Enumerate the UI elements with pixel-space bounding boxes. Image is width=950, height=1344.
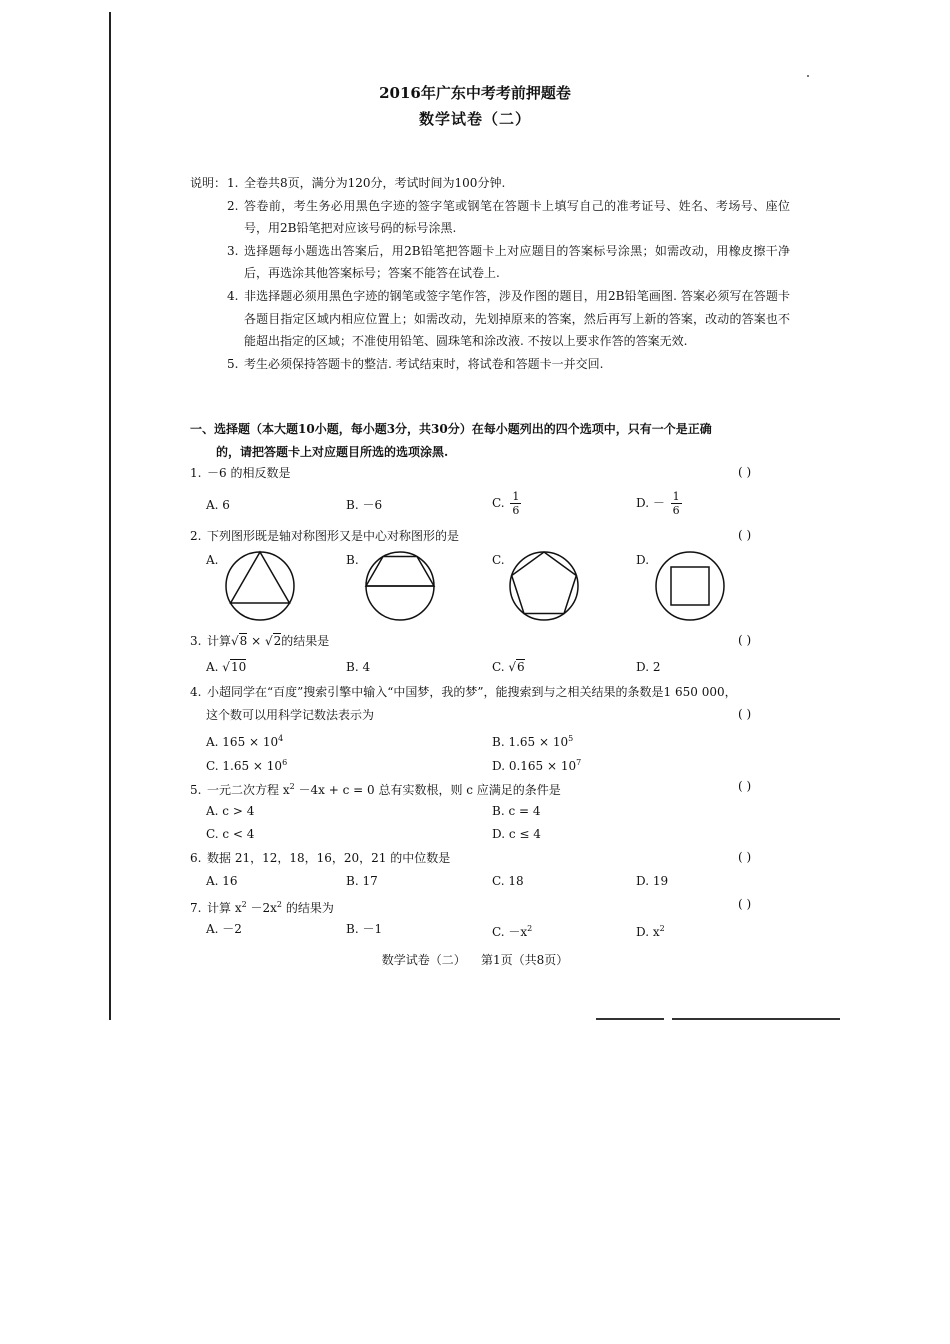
option-c: C. bbox=[492, 553, 505, 567]
question-6 bbox=[190, 849, 790, 867]
answer-paren: ( ) bbox=[738, 528, 752, 542]
answer-paren: ( ) bbox=[738, 897, 752, 911]
option-d bbox=[492, 754, 581, 775]
sqrt-symbol: √ bbox=[508, 660, 517, 674]
option-a: A. 6 bbox=[206, 498, 230, 512]
option-a: A. c > 4 bbox=[206, 804, 255, 818]
answer-paren: ( ) bbox=[738, 850, 752, 864]
option-c bbox=[206, 754, 287, 775]
exponent: 7 bbox=[576, 758, 582, 767]
exponent: 6 bbox=[282, 758, 288, 767]
answer-paren: ( ) bbox=[738, 779, 752, 793]
question-4-line2: 这个数可以用科学记数法表示为 bbox=[206, 708, 375, 722]
exponent: 4 bbox=[278, 734, 284, 743]
question-number: 1. bbox=[190, 466, 202, 480]
page-footer: 数学试卷（二） 第1页（共8页） bbox=[381, 953, 569, 967]
question-5 bbox=[190, 778, 790, 799]
question-4 bbox=[190, 683, 790, 701]
question-number: 3. bbox=[190, 634, 202, 648]
option-b: B. bbox=[346, 553, 359, 567]
option-label: A. bbox=[206, 660, 223, 674]
question-number: 2. bbox=[190, 529, 202, 543]
option-d: D. 2 bbox=[636, 660, 661, 674]
option-a bbox=[206, 730, 283, 751]
instruction-text: 选择题每小题选出答案后，用2B铅笔把答题卡上对应题目的答案标号涂黑；如需改动，用橡皮擦干净后，再选涂其他答案标号；答案不能答在试卷上. bbox=[244, 243, 790, 281]
option-b: B. －6 bbox=[346, 498, 383, 512]
option-a bbox=[206, 658, 246, 676]
instruction-num: 1. bbox=[227, 176, 239, 190]
page-subtitle: 数学试卷（二） bbox=[418, 110, 531, 128]
question-text: 一元二次方程 x bbox=[207, 783, 290, 797]
option-b: B. 17 bbox=[346, 874, 378, 888]
option-d bbox=[636, 490, 682, 517]
fraction bbox=[671, 490, 682, 517]
question-text: 小超同学在“百度”搜索引擎中输入“中国梦，我的梦”，能搜索到与之相关结果的条数是1 650 000， bbox=[207, 685, 737, 699]
question-text: －2x bbox=[246, 901, 277, 915]
option-c: C. c < 4 bbox=[206, 827, 255, 841]
question-number: 6. bbox=[190, 851, 202, 865]
answer-paren: ( ) bbox=[738, 465, 752, 479]
question-number: 5. bbox=[190, 783, 202, 797]
question-text: 的结果为 bbox=[282, 901, 334, 915]
instruction-text: 全卷共8页，满分为120分，考试时间为100分钟. bbox=[244, 176, 506, 190]
scan-speck bbox=[807, 75, 809, 77]
radicand: 10 bbox=[230, 660, 247, 674]
option-label: C. 1.65 × 10 bbox=[206, 759, 283, 773]
question-text: －6 的相反数是 bbox=[207, 466, 291, 480]
option-label: D. x bbox=[636, 925, 660, 939]
exponent: 5 bbox=[568, 734, 574, 743]
instructions bbox=[190, 172, 790, 375]
sqrt-symbol: √ bbox=[231, 634, 239, 648]
question-number: 7. bbox=[190, 901, 202, 915]
option-a: A. bbox=[206, 553, 219, 567]
option-d: D. 19 bbox=[636, 874, 669, 888]
option-a: A. －2 bbox=[206, 922, 242, 936]
answer-paren: ( ) bbox=[738, 633, 752, 647]
option-c bbox=[492, 490, 521, 517]
numerator: 1 bbox=[512, 490, 520, 503]
option-b: B. 4 bbox=[346, 660, 371, 674]
circle-inscribed-trapezoid-figure bbox=[364, 550, 436, 622]
section-heading-line: 的，请把答题卡上对应题目所选的选项涂黑. bbox=[216, 445, 449, 459]
option-label: C. bbox=[492, 660, 509, 674]
option-label: C. －x bbox=[492, 925, 528, 939]
instruction-item bbox=[190, 172, 790, 195]
question-text: 计算 x bbox=[207, 901, 242, 915]
radicand: 8 bbox=[239, 634, 248, 648]
instruction-item bbox=[190, 195, 790, 240]
question-7 bbox=[190, 896, 790, 917]
times-sign: × bbox=[247, 634, 265, 648]
instructions-lead: 说明： bbox=[190, 176, 227, 190]
option-label: D. － bbox=[636, 496, 665, 510]
option-b bbox=[492, 730, 573, 751]
denominator: 6 bbox=[512, 504, 520, 517]
question-text: 计算 bbox=[207, 634, 232, 648]
instruction-item bbox=[190, 240, 790, 285]
instruction-num: 3. bbox=[227, 243, 239, 258]
exponent: 2 bbox=[289, 782, 295, 791]
scan-edge-left bbox=[109, 12, 111, 1020]
exponent: 2 bbox=[527, 924, 533, 933]
radicand: 6 bbox=[517, 660, 525, 674]
question-2 bbox=[190, 527, 790, 545]
instruction-text: 非选择题必须用黑色字迹的钢笔或签字笔作答，涉及作图的题目，用2B铅笔画图. 答案必须写在答题卡各题目指定区域内相应位置上；如需改动，先划掉原来的答案，然后再写上新的答案，改动的答案也不能超出指定的区域；不准使用铅笔、圆珠笔和涂改液. 不按以上要求作答的答案无效. bbox=[244, 288, 790, 349]
instruction-text: 考生必须保持答题卡的整洁. 考试结束时，将试卷和答题卡一并交回. bbox=[244, 356, 604, 371]
instruction-num: 2. bbox=[227, 198, 239, 213]
instruction-item bbox=[190, 353, 790, 376]
exponent: 2 bbox=[276, 900, 282, 909]
scan-edge-bottom bbox=[672, 1018, 840, 1020]
instruction-item bbox=[190, 285, 790, 353]
exponent: 2 bbox=[659, 924, 665, 933]
question-text: 下列图形既是轴对称图形又是中心对称图形的是 bbox=[207, 529, 460, 543]
fraction bbox=[510, 490, 521, 517]
option-label: A. 165 × 10 bbox=[206, 735, 279, 749]
question-text: －4x + c = 0 总有实数根，则 c 应满足的条件是 bbox=[294, 783, 561, 797]
option-c: C. 18 bbox=[492, 874, 524, 888]
scan-edge-bottom bbox=[596, 1018, 664, 1020]
option-d: D. bbox=[636, 553, 650, 567]
exponent: 2 bbox=[241, 900, 247, 909]
question-number: 4. bbox=[190, 685, 202, 699]
option-a: A. 16 bbox=[206, 874, 238, 888]
question-3 bbox=[190, 632, 790, 650]
circle-inscribed-triangle-figure bbox=[224, 550, 296, 622]
option-label: C. bbox=[492, 496, 505, 510]
option-label: B. 1.65 × 10 bbox=[492, 735, 569, 749]
section-heading bbox=[190, 418, 790, 464]
numerator: 1 bbox=[672, 490, 680, 503]
page-title: 2016年广东中考考前押题卷 bbox=[379, 84, 571, 102]
circle-inscribed-pentagon-figure bbox=[508, 550, 580, 622]
option-c bbox=[492, 658, 525, 676]
radicand: 2 bbox=[273, 634, 282, 648]
option-b: B. －1 bbox=[346, 922, 383, 936]
section-heading-line: 一、选择题（本大题10小题，每小题3分，共30分）在每小题列出的四个选项中，只有一个是正确 bbox=[190, 422, 712, 436]
instruction-text: 答卷前，考生务必用黑色字迹的签字笔或钢笔在答题卡上填写自己的准考证号、姓名、考场号、座位号，用2B铅笔把对应该号码的标号涂黑. bbox=[244, 198, 790, 236]
instruction-num: 4. bbox=[227, 288, 239, 303]
option-b: B. c = 4 bbox=[492, 804, 541, 818]
option-label: D. 0.165 × 10 bbox=[492, 759, 577, 773]
sqrt-symbol: √ bbox=[265, 634, 273, 648]
question-1 bbox=[190, 464, 790, 482]
circle-inscribed-square-figure bbox=[654, 550, 726, 622]
denominator: 6 bbox=[672, 504, 680, 517]
answer-paren: ( ) bbox=[738, 707, 752, 721]
option-d bbox=[636, 920, 665, 941]
question-text: 数据 21，12，18，16，20，21 的中位数是 bbox=[207, 851, 451, 865]
option-c bbox=[492, 920, 532, 941]
instruction-num: 5. bbox=[227, 356, 239, 371]
question-text: 的结果是 bbox=[281, 634, 330, 648]
option-d: D. c ≤ 4 bbox=[492, 827, 541, 841]
sqrt-symbol: √ bbox=[222, 660, 230, 674]
